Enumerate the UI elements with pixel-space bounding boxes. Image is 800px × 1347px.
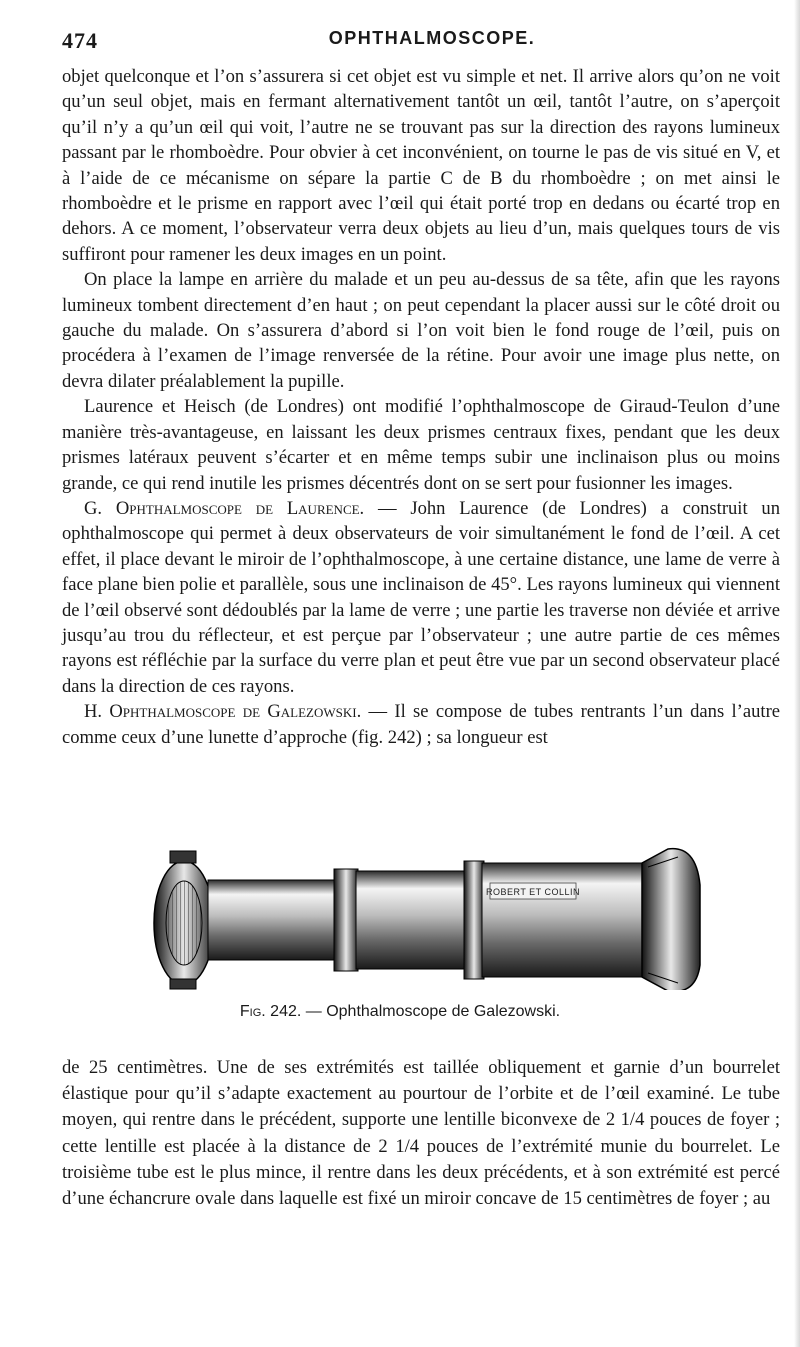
elastic-cushion-end — [642, 849, 700, 990]
inner-tube — [208, 880, 338, 960]
paragraph-text: — John Laurence (de Londres) a construit un ophthalmoscope qui permet à deux observateurs de voir simultanément le fond de l’œil. A cet effet, il place devant le miroir de l’ophthalmoscope, à une certaine distance, une lame de verre à face plane bien polie et parallèle, sous une inclinaison de 45°. Les rayons lumineux qui viennent de l’œil observé sont dédoublés par la lame de verre ; une partie les traverse non déviée et arrive jusqu’au trou du réflecteur, et est perçue par l’observateur ; une autre partie de ces mêmes rayons est réfléchie par la surface du verre plan et peut être vue par un second observateur placé dans la direction de ces rayons. — [62, 497, 781, 697]
body-text — [62, 64, 780, 750]
paragraph-text: On place la lampe en arrière du malade et un peu au-dessus de sa tête, afin que les rayons lumineux tombent directement d’en haut ; on peut cependant la placer aussi sur le côté droit ou gauche du malade. On s’assurera d’abord si l’on voit bien le fond rouge de l’œil, puis on procédera à l’examen de l’image renversée de la rétine. Pour avoir une image plus nette, on devra dilater préalablement la pupille. — [62, 269, 780, 392]
page-header — [62, 28, 782, 54]
page-edge-shadow — [794, 0, 800, 1347]
running-head: OPHTHALMOSCOPE. — [328, 28, 536, 48]
middle-tube — [356, 871, 466, 969]
paragraph-2 — [62, 267, 780, 394]
figure-label: Fig. 242. — [239, 1003, 302, 1020]
figure-caption-text: — Ophthalmoscope de Galezowski. — [301, 1003, 561, 1020]
paragraph-1 — [62, 64, 780, 267]
paragraph-5 — [62, 699, 780, 750]
body-text-continued — [62, 1055, 780, 1212]
page-number: 474 — [62, 28, 98, 53]
section-heading: H. Ophthalmoscope de Galezowski. — [84, 701, 362, 723]
figure-illustration — [148, 845, 708, 990]
paragraph-text: — Il se compose de tubes rentrants l’un dans l’autre comme ceux d’une lunette d’approche (fig. 242) ; sa longueur est — [62, 701, 781, 748]
paragraph-4 — [62, 496, 780, 699]
paragraph-text: de 25 centimètres. Une de ses extrémités est taillée obliquement et garnie d’un bourrelet élastique pour qu’il s’adapte exactement au pourtour de l’orbite et de l’œil examiné. Le tube moyen, qui rentre dans le précédent, supporte une lentille biconvexe de 2 1/4 pouces de foyer ; cette lentille est placée à la distance de 2 1/4 pouces de l’extrémité munie du bourrelet. Le troisième tube est le plus mince, il rentre dans les deux précédents, et à son extrémité est percé d’une échancrure ovale dans laquelle est fixé un miroir concave de 15 centimètres de foyer ; au — [62, 1057, 780, 1210]
paragraph-6 — [62, 1055, 780, 1212]
ophthalmoscope-engraving — [148, 845, 708, 990]
maker-inscription: ROBERT ET COLLIN — [485, 887, 581, 897]
outer-tube — [482, 863, 642, 977]
paragraph-text: objet quelconque et l’on s’assurera si cet objet est vu simple et net. Il arrive alors qu’on ne voit qu’un seul objet, mais en fermant alternativement tantôt un œil, tantôt l’autre, on s’aperçoit qu’il n’y a qu’un œil qui voit, l’autre ne se trouvant pas sur la direction des rayons lumineux passant par le rhomboèdre. Pour obvier à cet inconvénient, on tourne le pas de vis situé en V, et à l’aide de ce mécanisme on sépare la partie C de B du rhomboèdre ; on met ainsi le rhomboèdre et le prisme en rapport avec l’œil qui était porté trop en dedans ou écarté trop en dehors. A ce moment, l’observateur verra deux objets au lieu d’un, mais quelques tours de vis suffiront pour ramener les deux images en un point. — [62, 66, 780, 265]
section-heading: G. Ophthalmoscope de Laurence. — [84, 497, 365, 519]
paragraph-3 — [62, 394, 780, 496]
figure-caption — [0, 1003, 800, 1021]
paragraph-text: Laurence et Heisch (de Londres) ont modifié l’ophthalmoscope de Giraud-Teulon d’une manière très-avantageuse, en laissant les deux prismes centraux fixes, pendant que les deux prismes latéraux peuvent s’écarter et en même temps subir une inclinaison plus ou moins grande, ce qui rend inutile les prismes décentrés dont on se sert pour fusionner les images. — [62, 396, 780, 494]
